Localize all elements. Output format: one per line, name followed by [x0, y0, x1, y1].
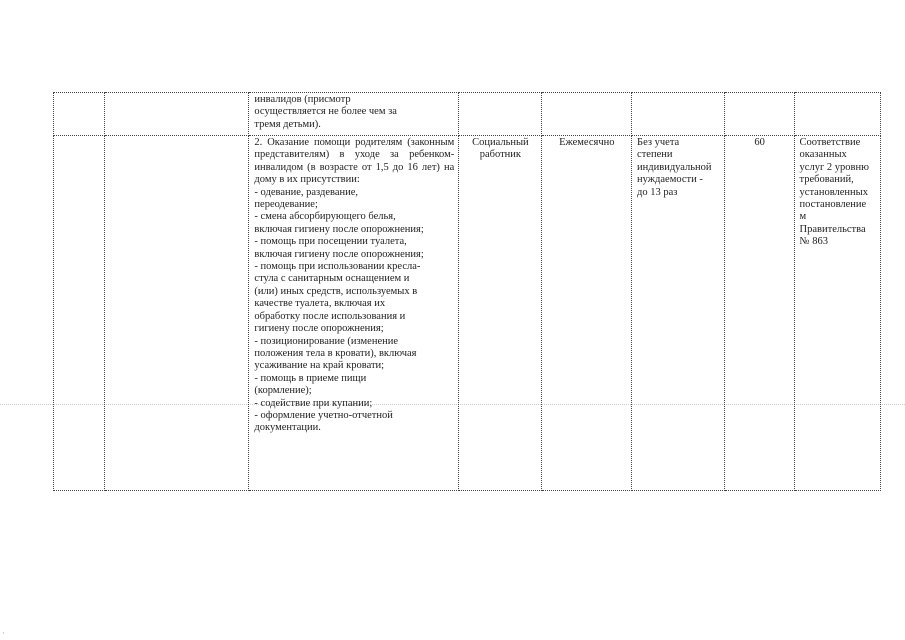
table-cell-quality: [794, 136, 880, 491]
table-cell-frequency: [541, 136, 632, 491]
cell-text: Соответствие оказанных услуг 2 уровню требований, установленных постановление м Правительства № 863: [799, 137, 869, 248]
scan-corner-mark: ·: [2, 628, 5, 638]
service-steps-list: - одевание, раздевание, переодевание; - смена абсорбирующего белья, включая гигиену после опорожнения; - помощь при посещении туалета, включая гигиену после опорожнения; - помощь при использовании кресла- стула с санитарным оснащением и (или) иных средств, используемых в качестве туалета, включая их обработку после использования и гигиену после опорожнения; - позиционирование (изменение положения тела в кровати), включая усаживание на край кровати; - помощь в приеме пищи (кормление); - содействие при купании; - оформление учетно-отчетной документации.: [254, 186, 424, 434]
table-cell-description: [249, 93, 459, 136]
table-cell-duration: [724, 136, 794, 491]
table-cell-volume: [632, 136, 725, 491]
table-cell-volume: [632, 93, 725, 136]
table-cell-quality: [794, 93, 880, 136]
table-cell-service-name: [105, 136, 249, 491]
cell-text: Без учета степени индивидуальной нуждаемости - до 13 раз: [637, 137, 712, 198]
cell-text: Социальный работник: [472, 137, 529, 161]
table-cell-duration: [724, 93, 794, 136]
table-cell-frequency: [541, 93, 632, 136]
cell-text: инвалидов (присмотр осуществляется не более чем за тремя детьми).: [254, 94, 397, 130]
table-cell-description: [249, 136, 459, 491]
table-cell-service-name: [105, 93, 249, 136]
table-cell-number: [54, 136, 105, 491]
services-table: [53, 92, 881, 491]
table-cell-performer: [459, 136, 541, 491]
table-cell-performer: [459, 93, 541, 136]
cell-text: Ежемесячно: [559, 137, 615, 148]
cell-text: 60: [754, 137, 765, 148]
table-cell-number: [54, 93, 105, 136]
table-row: [54, 136, 881, 491]
service-intro-text: 2. Оказание помощи родителям (законным представителям) в уходе за ребенком-инвалидом (в возрасте от 1,5 до 16 лет) на дому в их присутствии:: [254, 137, 455, 186]
table-row: [54, 93, 881, 136]
